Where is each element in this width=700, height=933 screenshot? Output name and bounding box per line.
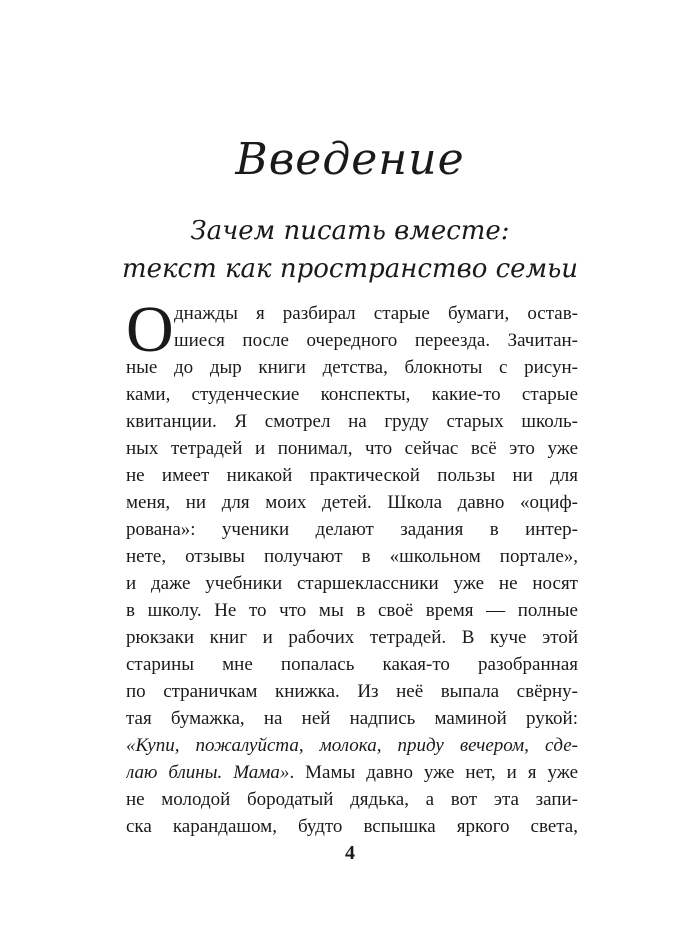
text-line: шиеся после очередного переезда. Зачитан- (174, 330, 578, 351)
text-line: не имеет никакой практической пользы ни для (126, 465, 578, 486)
text-line: ками, студенческие конспекты, какие-то старые (126, 384, 578, 405)
mixed-quote-line (126, 759, 578, 786)
text-fragment: . Мамы давно уже нет, и я уже (289, 762, 578, 783)
text-line: ных тетрадей и понимал, что сейчас всё это уже (126, 438, 578, 459)
text-line: меня, ни для моих детей. Школа давно «оциф- (126, 492, 578, 513)
text-line: тая бумажка, на ней надпись маминой рукой: (126, 708, 578, 729)
text-line: квитанции. Я смотрел на груду старых школь- (126, 411, 578, 432)
text-line: ные до дыр книги детства, блокноты с рисун- (126, 357, 578, 378)
chapter-subtitle (0, 212, 700, 288)
text-line: днажды я разбирал старые бумаги, остав- (174, 303, 578, 324)
text-line: ска карандашом, будто вспышка яркого света, (126, 816, 578, 837)
text-line: по страничкам книжка. Из неё выпала свёрну- (126, 681, 578, 702)
text-line: рована»: ученики делают задания в интер- (126, 519, 578, 540)
text-line: и даже учебники старшеклассники уже не носят (126, 573, 578, 594)
text-line: в школу. Не то что мы в своё время — полные (126, 600, 578, 621)
text-line: не молодой бородатый дядька, а вот эта запи- (126, 789, 578, 810)
text-line: нете, отзывы получают в «школьном портале», (126, 546, 578, 567)
drop-cap: О (126, 293, 174, 366)
subtitle-line-2: текст как пространство семьи (121, 254, 579, 284)
chapter-title: Введение (235, 134, 465, 185)
quote-line: «Купи, пожалуйста, молока, приду вечером, сде- (126, 735, 578, 756)
subtitle-line-1: Зачем писать вместе: (190, 216, 510, 246)
page-number: 4 (345, 842, 355, 864)
quote-fragment: лаю блины. Мама» (126, 762, 290, 783)
text-line: старины мне попалась какая-то разобранная (126, 654, 578, 675)
body-text (126, 293, 578, 840)
text-line: рюкзаки книг и рабочих тетрадей. В куче этой (126, 627, 578, 648)
